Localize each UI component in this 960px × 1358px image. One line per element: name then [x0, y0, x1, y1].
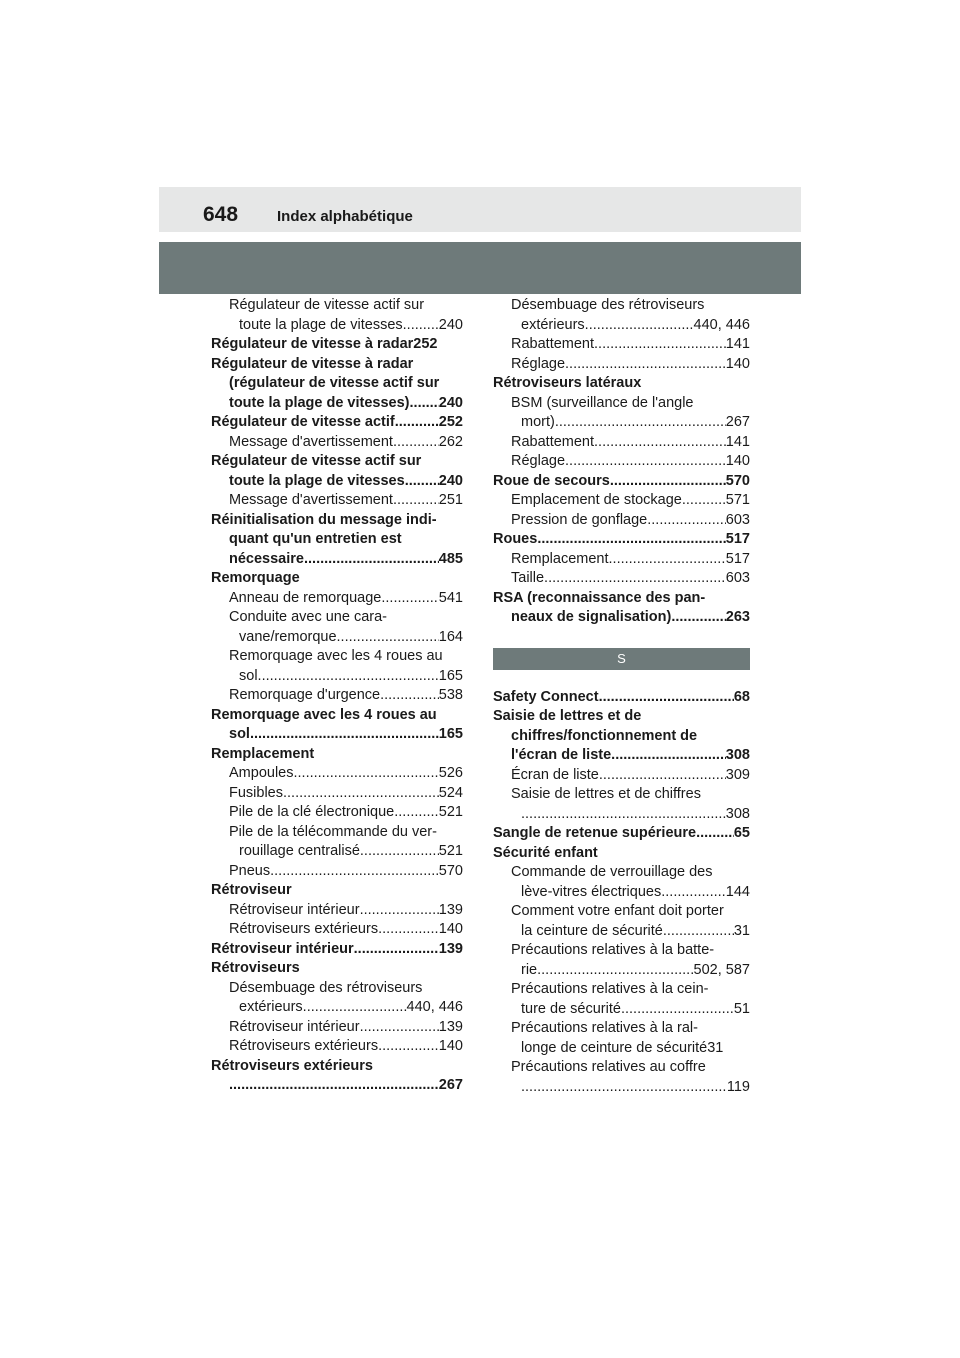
- entry-text: toute la plage de vitesses: [229, 472, 405, 489]
- dot-leader: [521, 805, 726, 825]
- page-reference: 164: [438, 628, 463, 645]
- dot-leader: [611, 746, 726, 766]
- dot-leader: [378, 1037, 439, 1057]
- entry-text: nécessaire: [229, 550, 304, 567]
- section-title: Index alphabétique: [277, 208, 413, 225]
- index-entry: [211, 355, 463, 414]
- entry-text: Saisie de lettres et de chiffres: [511, 786, 701, 802]
- dot-leader: [337, 628, 439, 648]
- dot-leader: [537, 530, 725, 550]
- page-reference: 240: [438, 316, 463, 333]
- dot-leader: [393, 491, 439, 511]
- entry-text: Régulateur de vitesse actif sur: [229, 297, 425, 313]
- index-entry: [493, 374, 750, 394]
- dot-leader: [555, 413, 726, 433]
- index-entry: [493, 766, 750, 786]
- entry-text: Remplacement: [511, 550, 609, 567]
- entry-text: toute la plage de vitesses: [239, 316, 403, 333]
- page-reference: 267: [438, 1077, 463, 1093]
- page-reference: 517: [725, 550, 750, 567]
- entry-text: Sangle de retenue supérieure: [493, 825, 697, 841]
- entry-text: Remorquage d'urgence: [229, 687, 381, 703]
- dot-leader: [258, 667, 439, 687]
- entry-text: ture de sécurité: [521, 1000, 621, 1017]
- index-entry: [493, 472, 750, 492]
- page-reference: 267: [725, 414, 750, 430]
- dot-leader: [647, 511, 726, 531]
- index-entry: [211, 920, 463, 940]
- index-entry: [493, 433, 750, 453]
- dot-leader: [663, 922, 734, 942]
- page-reference: 139: [438, 1018, 463, 1035]
- entry-text: Précautions relatives au coffre: [511, 1059, 706, 1075]
- entry-text: Régulateur de vitesse actif: [211, 414, 395, 430]
- dot-leader: [378, 920, 439, 940]
- entry-text: Remorquage avec les 4 roues au: [211, 706, 437, 723]
- dot-leader: [610, 472, 726, 492]
- entry-text: extérieurs: [521, 316, 585, 333]
- index-entry: [493, 863, 750, 902]
- index-entry: [493, 707, 750, 766]
- index-entry: [211, 296, 463, 335]
- entry-text: Rétroviseurs extérieurs: [229, 921, 379, 937]
- entry-text: Roue de secours: [493, 472, 610, 489]
- entry-text: Pneus: [229, 862, 271, 879]
- entry-text: Rétroviseurs latéraux: [493, 375, 642, 391]
- entry-text: Rétroviseurs extérieurs: [211, 1057, 373, 1074]
- index-entry: [493, 941, 750, 980]
- index-entry: [211, 1018, 463, 1038]
- index-entry: [493, 355, 750, 375]
- page-reference: 603: [725, 511, 750, 528]
- dot-leader: [360, 842, 439, 862]
- entry-text: Remorquage avec les 4 roues au: [229, 648, 443, 664]
- index-entry: [211, 1057, 463, 1096]
- entry-text: Message d'avertissement: [229, 433, 393, 450]
- index-entry: [493, 902, 750, 941]
- dot-leader: [381, 589, 438, 609]
- entry-text: Régulateur de vitesse actif sur: [211, 453, 422, 469]
- entry-text: Emplacement de stockage: [511, 492, 682, 508]
- entry-text: Rétroviseur intérieur: [211, 940, 354, 957]
- index-entry: [493, 844, 750, 864]
- page-reference: 571: [725, 492, 750, 508]
- entry-text: Commande de verrouillage des: [511, 864, 713, 880]
- page-reference: 165: [438, 667, 463, 684]
- index-entry: [211, 511, 463, 570]
- index-entry: [211, 881, 463, 901]
- page-reference: 251: [438, 492, 463, 508]
- entry-text: sol: [229, 726, 250, 742]
- index-entry: [211, 940, 463, 960]
- entry-text: Rabattement: [511, 433, 595, 450]
- dot-leader: [283, 784, 439, 804]
- index-entry: [493, 296, 750, 335]
- page-reference: 521: [438, 843, 463, 859]
- page-reference: 139: [438, 901, 463, 918]
- dot-leader: [405, 472, 439, 492]
- page-reference: 526: [438, 765, 463, 781]
- dot-leader: [565, 355, 726, 375]
- entry-text: Ampoules: [229, 765, 294, 781]
- entry-text: Remplacement: [211, 745, 315, 762]
- index-entry: [493, 550, 750, 570]
- page-reference: 65: [733, 825, 750, 841]
- page-reference: 140: [725, 355, 750, 372]
- entry-text: Précautions relatives à la cein-: [511, 981, 709, 997]
- dot-leader: [393, 433, 439, 453]
- index-entry: [211, 647, 463, 686]
- index-entry: [211, 491, 463, 511]
- index-entry: [211, 823, 463, 862]
- page-reference: 165: [438, 726, 463, 742]
- entry-text: Réinitialisation du message indi-: [211, 511, 437, 528]
- index-entry: [211, 569, 463, 589]
- page-reference: 140: [725, 453, 750, 469]
- index-entry: [493, 530, 750, 550]
- entry-text: rouillage centralisé: [239, 843, 360, 859]
- page-reference: 308: [725, 805, 750, 822]
- dot-leader: [671, 608, 725, 628]
- index-entry: [493, 491, 750, 511]
- index-entry: [493, 1058, 750, 1097]
- entry-text: Réglage: [511, 453, 566, 469]
- entry-text: Régulateur de vitesse à radar: [211, 355, 414, 372]
- page-reference: 538: [438, 687, 463, 703]
- dot-leader: [250, 725, 439, 745]
- page-reference: 603: [725, 570, 750, 586]
- index-entry: [211, 745, 463, 765]
- entry-text: toute la plage de vitesses): [229, 394, 410, 411]
- page-reference: 263: [725, 609, 750, 625]
- entry-text: Écran de liste: [511, 766, 599, 783]
- page-reference: 517: [725, 531, 750, 547]
- dot-leader: [303, 998, 407, 1018]
- entry-text: Pression de gonflage: [511, 511, 648, 528]
- dot-leader: [304, 550, 439, 570]
- index-entry: [493, 452, 750, 472]
- entry-text: longe de ceinture de sécurité: [521, 1039, 708, 1056]
- page-reference: 541: [438, 589, 463, 606]
- dot-leader: [354, 940, 439, 960]
- entry-text: chiffres/fonctionnement de: [511, 727, 698, 744]
- page-reference: 68: [733, 688, 750, 705]
- index-entry: [211, 413, 463, 433]
- index-entry: [211, 335, 463, 355]
- index-entry: [211, 686, 463, 706]
- entry-text: Anneau de remorquage: [229, 589, 382, 606]
- page-reference: 240: [438, 394, 463, 411]
- dot-leader: [410, 394, 439, 414]
- page-reference: 31: [733, 922, 750, 939]
- entry-text: Safety Connect: [493, 688, 599, 705]
- entry-text: Précautions relatives à la ral-: [511, 1020, 698, 1036]
- index-entry: [493, 980, 750, 1019]
- entry-text: Message d'avertissement: [229, 492, 393, 508]
- entry-text: Fusibles: [229, 784, 283, 801]
- page-reference: 252: [438, 414, 463, 430]
- dot-leader: [594, 433, 726, 453]
- entry-text: Désembuage des rétroviseurs: [229, 979, 423, 996]
- dot-leader: [565, 452, 726, 472]
- entry-text: mort): [521, 414, 555, 430]
- page-reference: 502, 587: [693, 961, 750, 978]
- page-reference: 308: [725, 747, 750, 763]
- index-entry: [211, 764, 463, 784]
- page-reference: 440, 446: [693, 316, 750, 333]
- page-reference: 440, 446: [406, 999, 463, 1015]
- entry-text: quant qu'un entretien est: [229, 531, 402, 547]
- entry-text: Rétroviseur intérieur: [229, 1018, 360, 1035]
- dot-leader: [360, 901, 439, 921]
- entry-text: Rétroviseurs: [211, 960, 300, 976]
- entry-text: extérieurs: [239, 999, 303, 1015]
- index-entry: [211, 433, 463, 453]
- entry-text: l'écran de liste: [511, 747, 612, 763]
- page-reference: 524: [438, 784, 463, 801]
- header-band: [159, 242, 801, 294]
- entry-text: rie: [521, 961, 538, 978]
- dot-leader: [229, 1076, 439, 1096]
- entry-text: Conduite avec une cara-: [229, 609, 387, 625]
- index-entry: [211, 1037, 463, 1057]
- dot-leader: [395, 413, 439, 433]
- index-entry: [211, 452, 463, 491]
- index-column-right: [493, 296, 750, 1097]
- index-entry: [493, 824, 750, 844]
- index-entry: [493, 589, 750, 628]
- index-entry: [493, 785, 750, 824]
- dot-leader: [696, 824, 734, 844]
- dot-leader: [293, 764, 438, 784]
- entry-text: Comment votre enfant doit porter: [511, 903, 724, 919]
- page-reference: 31: [707, 1039, 724, 1056]
- entry-text: vane/remorque: [239, 628, 337, 645]
- entry-text: Réglage: [511, 355, 566, 372]
- page-reference: 141: [725, 433, 750, 450]
- index-entry: [211, 959, 463, 979]
- entry-text: Sécurité enfant: [493, 844, 598, 861]
- dot-leader: [594, 335, 726, 355]
- entry-text: Roues: [493, 531, 538, 547]
- entry-text: Saisie de lettres et de: [493, 708, 642, 724]
- page-reference: 51: [733, 1000, 750, 1017]
- dot-leader: [380, 686, 439, 706]
- dot-leader: [394, 803, 439, 823]
- page-reference: 141: [725, 336, 750, 352]
- index-entry: [493, 511, 750, 531]
- letter-section-bar: S: [493, 648, 750, 670]
- dot-leader: [599, 688, 734, 708]
- dot-leader: [537, 961, 693, 981]
- page-reference: 140: [438, 921, 463, 937]
- index-entry: [211, 784, 463, 804]
- page-reference: 570: [725, 472, 750, 489]
- dot-leader: [609, 550, 726, 570]
- dot-leader: [661, 883, 726, 903]
- entry-text: Rabattement: [511, 336, 595, 352]
- entry-text: RSA (reconnaissance des pan-: [493, 589, 706, 606]
- page-header: [159, 187, 801, 232]
- dot-leader: [521, 1078, 727, 1098]
- entry-text: (régulateur de vitesse actif sur: [229, 375, 440, 391]
- page-reference: 252: [413, 336, 438, 352]
- page-reference: 144: [725, 883, 750, 900]
- entry-text: lève-vitres électriques: [521, 883, 662, 900]
- entry-text: Pile de la clé électronique: [229, 804, 395, 820]
- index-entry: [211, 979, 463, 1018]
- dot-leader: [599, 766, 726, 786]
- index-entry: [493, 569, 750, 589]
- entry-text: Pile de la télécommande du ver-: [229, 823, 437, 840]
- index-entry: [211, 608, 463, 647]
- index-entry: [493, 335, 750, 355]
- entry-text: Rétroviseurs extérieurs: [229, 1038, 379, 1054]
- index-entry: [493, 688, 750, 708]
- page-reference: 262: [438, 433, 463, 450]
- index-entry: [211, 706, 463, 745]
- dot-leader: [360, 1018, 439, 1038]
- dot-leader: [403, 316, 439, 336]
- entry-text: BSM (surveillance de l'angle: [511, 394, 694, 411]
- entry-text: Taille: [511, 570, 545, 586]
- index-entry: [211, 803, 463, 823]
- index-entry: [211, 589, 463, 609]
- dot-leader: [585, 316, 694, 336]
- index-entry: [211, 901, 463, 921]
- entry-text: sol: [239, 667, 258, 684]
- entry-text: Rétroviseur intérieur: [229, 901, 360, 918]
- page-reference: 485: [438, 550, 463, 567]
- entry-text: la ceinture de sécurité: [521, 922, 663, 939]
- page-reference: 139: [438, 940, 463, 957]
- entry-text: Rétroviseur: [211, 882, 292, 898]
- page-reference: 309: [725, 766, 750, 783]
- dot-leader: [621, 1000, 734, 1020]
- dot-leader: [682, 491, 726, 511]
- entry-text: neaux de signalisation): [511, 609, 672, 625]
- page-reference: 119: [726, 1078, 750, 1095]
- page-number: 648: [203, 203, 239, 226]
- entry-text: Régulateur de vitesse à radar: [211, 336, 414, 352]
- entry-text: Remorquage: [211, 570, 300, 586]
- index-column-left: [211, 296, 463, 1096]
- page-reference: 570: [438, 862, 463, 879]
- index-entry: [493, 394, 750, 433]
- page-reference: 521: [438, 804, 463, 820]
- index-entry: [493, 1019, 750, 1058]
- entry-text: Précautions relatives à la batte-: [511, 942, 715, 958]
- page-reference: 140: [438, 1038, 463, 1054]
- entry-text: Désembuage des rétroviseurs: [511, 297, 705, 313]
- index-entry: [211, 862, 463, 882]
- page-reference: 240: [438, 472, 463, 489]
- dot-leader: [544, 569, 726, 589]
- dot-leader: [270, 862, 439, 882]
